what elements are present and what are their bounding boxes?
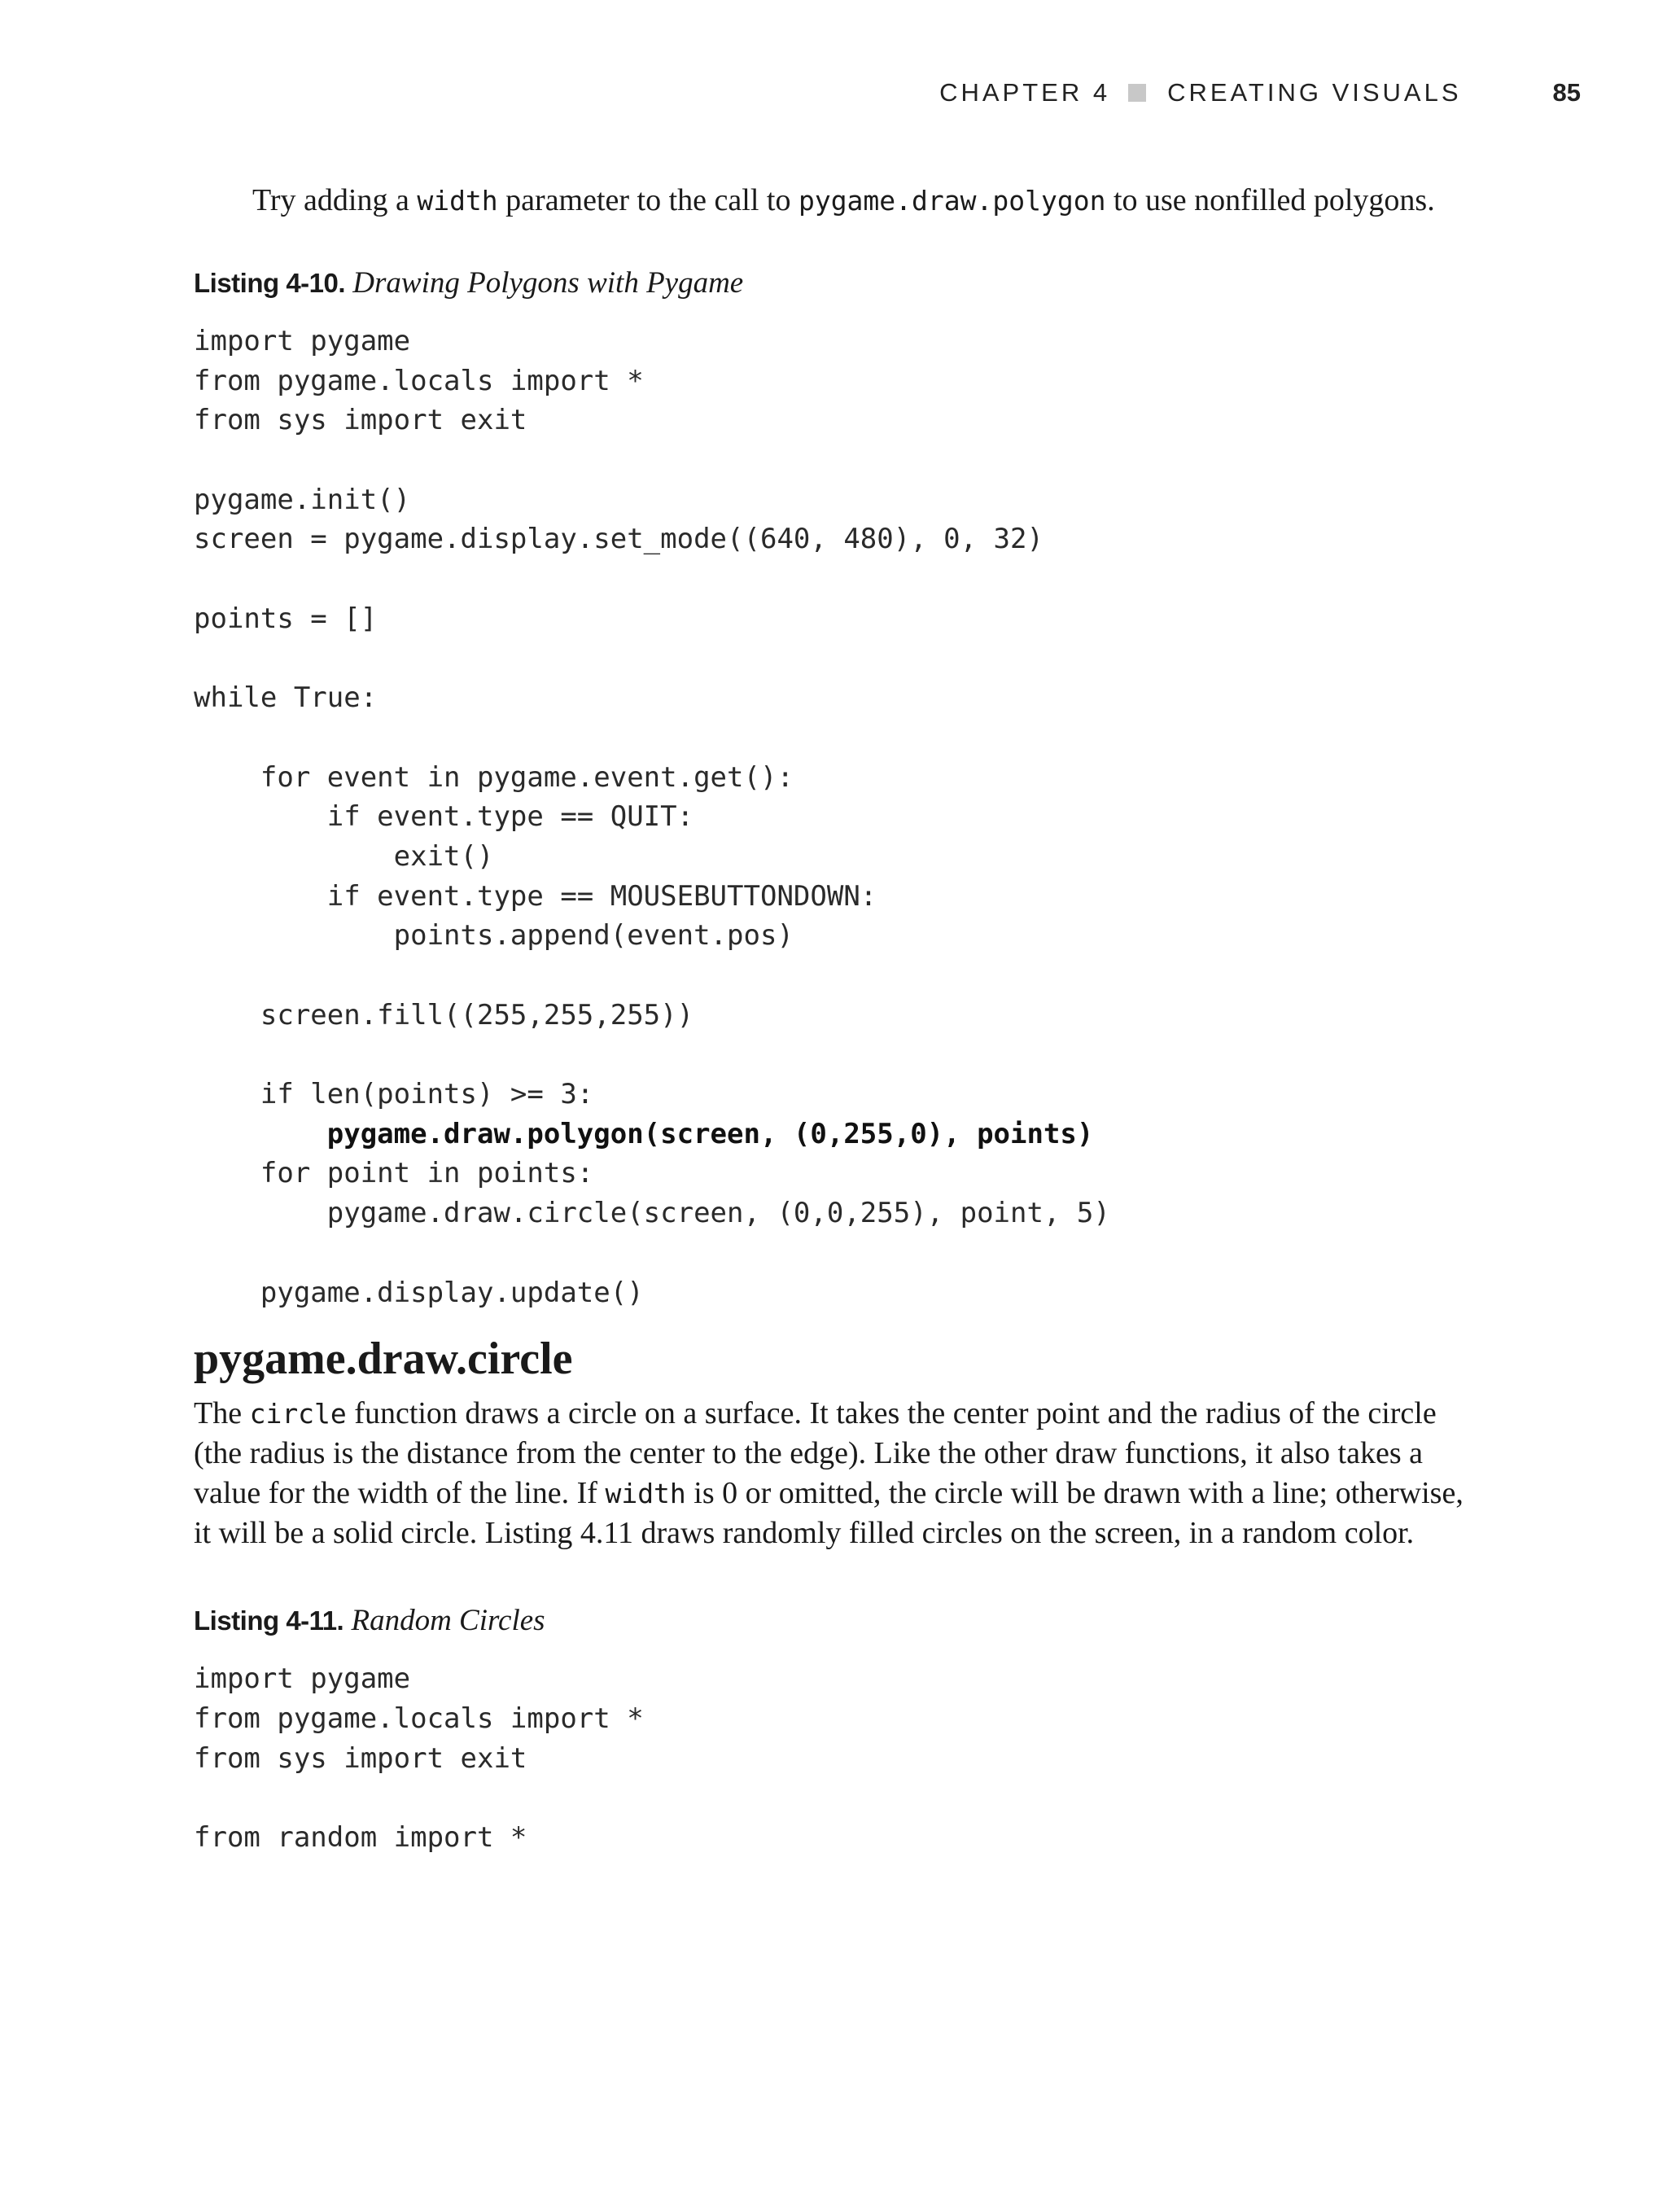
listing-4-11-code bbox=[194, 1659, 1464, 1857]
section-heading: pygame.draw.circle bbox=[194, 1334, 573, 1385]
code-line: exit() bbox=[194, 839, 494, 873]
code-line: while True: bbox=[194, 681, 378, 715]
code-line: from sys import exit bbox=[194, 404, 527, 437]
code-line: screen.fill((255,255,255)) bbox=[194, 998, 694, 1032]
chapter-title: CREATING VISUALS bbox=[1167, 78, 1462, 107]
running-head bbox=[0, 77, 1581, 109]
code-line bbox=[194, 440, 1464, 480]
code-line: from pygame.locals import * bbox=[194, 1702, 644, 1735]
section-code-width: width bbox=[605, 1478, 686, 1510]
listing-4-10-title: Drawing Polygons with Pygame bbox=[352, 266, 744, 300]
section-text-1: The bbox=[194, 1396, 250, 1431]
code-line: from sys import exit bbox=[194, 1741, 527, 1775]
intro-text-2: parameter to the call to bbox=[497, 183, 798, 217]
chapter-label: CHAPTER 4 bbox=[939, 78, 1111, 107]
code-line bbox=[194, 1778, 1464, 1818]
code-line: pygame.init() bbox=[194, 483, 411, 516]
intro-code-width: width bbox=[417, 185, 498, 217]
code-line bbox=[194, 956, 1464, 996]
intro-text-3: to use nonfilled polygons. bbox=[1105, 183, 1435, 217]
code-line: pygame.draw.polygon(screen, (0,255,0), points) bbox=[194, 1117, 1094, 1150]
page-number: 85 bbox=[1552, 78, 1581, 107]
code-line: if event.type == QUIT: bbox=[194, 800, 694, 834]
listing-4-11-label: Listing 4-11. bbox=[194, 1605, 344, 1636]
section-paragraph bbox=[194, 1394, 1464, 1553]
code-line: if event.type == MOUSEBUTTONDOWN: bbox=[194, 879, 877, 913]
code-line: pygame.display.update() bbox=[194, 1276, 644, 1309]
code-line bbox=[194, 639, 1464, 679]
code-line: from random import * bbox=[194, 1820, 527, 1854]
listing-4-10-label: Listing 4-10. bbox=[194, 268, 346, 298]
section-code-circle: circle bbox=[249, 1398, 347, 1430]
code-line: points.append(event.pos) bbox=[194, 919, 794, 953]
code-line: import pygame bbox=[194, 325, 411, 357]
intro-text-1: Try adding a bbox=[252, 183, 418, 217]
separator-square-icon bbox=[1128, 84, 1146, 102]
intro-code-polygon: pygame.draw.polygon bbox=[798, 185, 1106, 217]
code-line: from pygame.locals import * bbox=[194, 364, 644, 397]
code-line: if len(points) >= 3: bbox=[194, 1078, 594, 1111]
code-line bbox=[194, 718, 1464, 758]
intro-paragraph bbox=[252, 179, 1464, 222]
page-content bbox=[194, 179, 1464, 1858]
code-line: pygame.draw.circle(screen, (0,0,255), point, 5) bbox=[194, 1197, 1110, 1230]
code-line: points = [] bbox=[194, 602, 378, 635]
section-text-2: function draws a circle on a surface. It takes the center point and the radius of the circle (the radius is the distance from the center to the edge). Like the other draw functions, it also takes a value for the width of the line. If bbox=[194, 1396, 1437, 1511]
code-line: for point in points: bbox=[194, 1157, 594, 1190]
listing-4-10-caption bbox=[194, 263, 1464, 304]
listing-4-10-code bbox=[194, 322, 1464, 1312]
section-text-3: is 0 or omitted, the circle will be drawn with a line; otherwise, it will be a solid circle. Listing 4.11 draws randomly filled circles on the screen, in a random color. bbox=[194, 1476, 1464, 1551]
code-line bbox=[194, 1035, 1464, 1075]
code-line bbox=[194, 559, 1464, 599]
code-line: import pygame bbox=[194, 1662, 411, 1696]
code-line: screen = pygame.display.set_mode((640, 480), 0, 32) bbox=[194, 523, 1044, 556]
listing-4-11-caption bbox=[194, 1601, 1464, 1641]
listing-4-11-title: Random Circles bbox=[351, 1604, 545, 1638]
code-line bbox=[194, 1233, 1464, 1273]
code-line: for event in pygame.event.get(): bbox=[194, 760, 794, 794]
